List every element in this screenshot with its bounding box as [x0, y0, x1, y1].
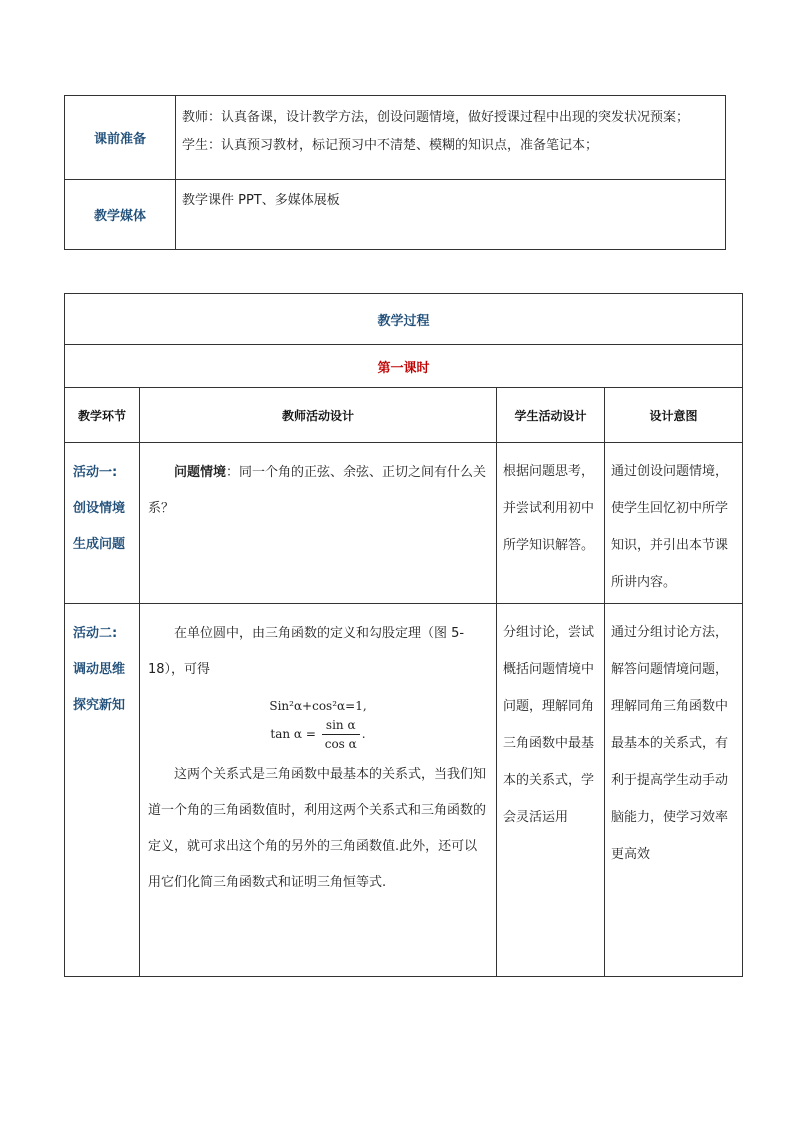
- tan-fraction: [322, 716, 360, 753]
- activity2-stage: [65, 604, 140, 977]
- activity1-intent: 通过创设问题情境，使学生回忆初中所学知识，并引出本节课所讲内容。: [605, 443, 743, 604]
- activity1-name: 活动一:: [73, 465, 118, 480]
- activity1-stage: [65, 443, 140, 604]
- problem-situation-label: 问题情境: [174, 465, 227, 480]
- tan-lhs: tan α =: [270, 727, 316, 741]
- prep-table: [64, 95, 726, 250]
- activity2-name: 活动二:: [73, 626, 118, 641]
- header-student: 学生活动设计: [497, 388, 605, 443]
- activity1-line3: 生成问题: [73, 537, 126, 552]
- activity2-teacher: [140, 604, 497, 977]
- teacher-prep-line: 教师：认真备课，设计教学方法，创设问题情境，做好授课过程中出现的突发状况预案；: [182, 110, 690, 125]
- header-intent: 设计意图: [605, 388, 743, 443]
- activity1-teacher: [140, 443, 497, 604]
- lesson-subtitle: 第一课时: [65, 345, 743, 388]
- media-label: 教学媒体: [65, 180, 176, 250]
- activity2-line2: 调动思维: [73, 662, 126, 677]
- process-table: [64, 293, 743, 977]
- activity1-line2: 创设情境: [73, 501, 126, 516]
- header-stage: 教学环节: [65, 388, 140, 443]
- tan-period: .: [361, 727, 366, 741]
- student-prep-line: 学生：认真预习教材，标记预习中不清楚、模糊的知识点，准备笔记本；: [182, 138, 599, 153]
- prep-label: 课前准备: [65, 96, 176, 180]
- activity1-student: 根据问题思考，并尝试利用初中所学知识解答。: [497, 443, 605, 604]
- activity2-paragraph2: 这两个关系式是三角函数中最基本的关系式，当我们知道一个角的三角函数值时，利用这两个关系式和三角函数的定义，就可求出这个角的另外的三角函数值.此外，还可以用它们化简三角函数式和证明三角恒等式.: [148, 767, 487, 890]
- prep-content: [176, 96, 726, 180]
- process-title: 教学过程: [65, 294, 743, 345]
- activity2-line3: 探究新知: [73, 698, 126, 713]
- tan-numerator: sin α: [322, 716, 360, 735]
- problem-situation-text: ：同一个角的正弦、余弦、正切之间有什么关系？: [148, 465, 487, 516]
- tan-denominator: cos α: [324, 737, 357, 751]
- tan-formula: [148, 716, 488, 753]
- activity2-paragraph1: 在单位圆中，由三角函数的定义和勾股定理（图 5-18），可得: [148, 626, 465, 677]
- activity2-student: 分组讨论，尝试概括问题情境中问题，理解同角三角函数中最基本的关系式，学会灵活运用: [497, 604, 605, 977]
- activity2-intent: 通过分组讨论方法，解答问题情境问题，理解同角三角函数中最基本的关系式，有利于提高学生动手动脑能力，使学习效率更高效: [605, 604, 743, 977]
- header-teacher: 教师活动设计: [140, 388, 497, 443]
- formula-block: [148, 696, 488, 753]
- identity-formula: Sin²α+cos²α=1,: [269, 699, 367, 713]
- media-content: 教学课件 PPT、多媒体展板: [176, 180, 726, 250]
